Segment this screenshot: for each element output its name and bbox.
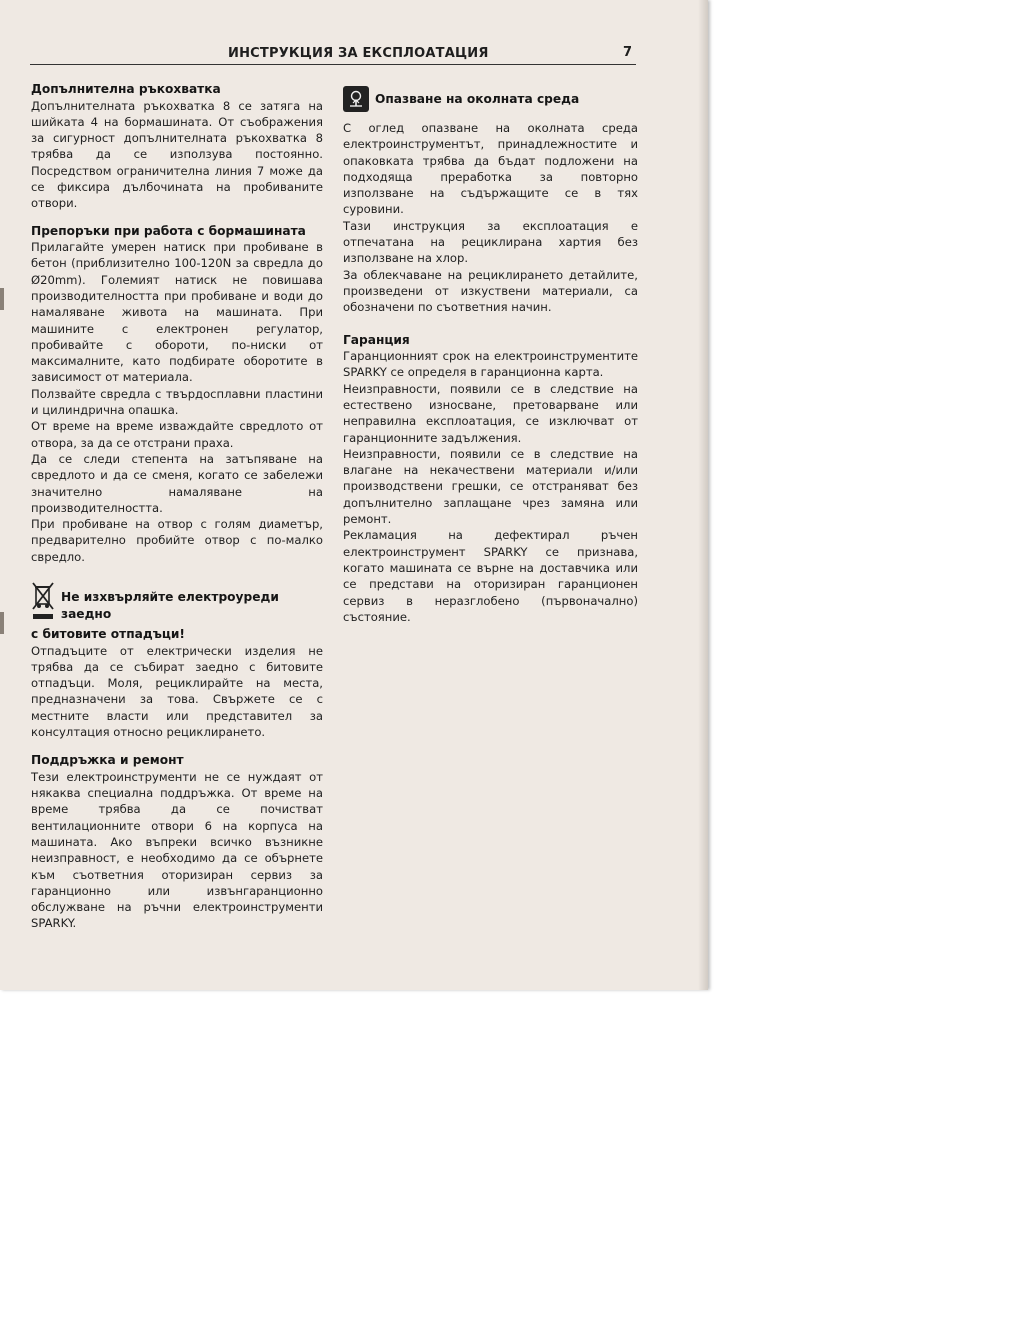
paragraph: С оглед опазване на околната среда електроинструментът, принадлежностите и опаковката трябва да бъдат подложени на подходяща преработка за повторно използване на съдържащите се в тях суровини. — [343, 121, 638, 217]
paragraph: Рекламация на дефектирал ръчен електроинструмент SPARKY се признава, когато машината се върне на доставчика или се представи на оторизиран гаранционен сервиз в неразглобено (първоначално) състояние. — [343, 528, 638, 624]
section-additional-handle — [31, 81, 323, 212]
section-warranty — [343, 332, 638, 626]
section-environment — [343, 86, 638, 316]
paragraph: От време на време изваждайте свредлото от отвора, за да се отстрани праха. — [31, 419, 323, 450]
section-disposal — [31, 583, 323, 740]
section-text: Допълнителната ръкохватка 8 се затяга на шийката 4 на бормашината. От съображения за сигурност допълнителната ръкохватка 8 трябва да се използува постоянно. Посредством ограничителна линия 7 може да се фиксира дълбочината на пробиваните отвори. — [31, 98, 323, 211]
crossed-out-bin-icon — [31, 581, 55, 621]
section-maintenance — [31, 752, 323, 931]
page-header — [30, 44, 636, 65]
section-heading: Препоръки при работа с бормашината — [31, 223, 306, 238]
paragraph: Тази инструкция за експлоатация е отпечатана на рециклирана хартия без използване на хлор. — [343, 218, 638, 266]
paragraph: Гаранционният срок на електроинструментите SPARKY се определя в гаранционна карта. — [343, 349, 638, 380]
right-column — [343, 86, 638, 636]
section-heading-continued: с битовите отпадъци! — [31, 627, 185, 642]
scan-punch-mark — [0, 288, 4, 310]
section-heading: Допълнителна ръкохватка — [31, 82, 221, 96]
environment-heading-row — [343, 86, 638, 112]
paragraph: Да се следи степента на затъпяване на свредлото и да се сменя, когато се забележи значително намаляване на производителността. — [31, 451, 323, 515]
paragraph: Неизправности, появили се в следствие на влагане на некачествени материали и/или производствени грешки, се отстраняват без допълнително заплащане чрез замяна или ремонт. — [343, 446, 638, 527]
page-number: 7 — [622, 45, 632, 60]
section-heading: Поддръжка и ремонт — [31, 753, 184, 768]
page-edge-shadow — [698, 0, 708, 990]
section-heading: Опазване на околната среда — [375, 91, 580, 106]
left-column — [31, 81, 323, 943]
paragraph: При пробиване на отвор с голям диаметър, предварително пробийте отвор с по-малко свредло. — [31, 517, 323, 564]
section-text: Отпадъците от електрически изделия не трябва да се събират заедно с битовите отпадъци. Моля, рециклирайте на места, предназначени за това. Свържете се с местните власти или представител за консултация относно рециклирането. — [31, 643, 323, 739]
paragraph: Ползвайте свредла с твърдосплавни пластини и цилиндрична опашка. — [31, 386, 323, 418]
disposal-heading-row — [31, 583, 323, 622]
header-title: ИНСТРУКЦИЯ ЗА ЕКСПЛОАТАЦИЯ — [228, 46, 489, 61]
section-heading: Не изхвърляйте електроуреди заедно — [61, 590, 279, 621]
section-heading: Гаранция — [343, 332, 410, 347]
paragraph: Неизправности, появили се в следствие на естествено износване, претоварване или неправилна експлоатация, се изключват от гаранционните задължения. — [343, 381, 638, 445]
section-text: Тези електроинструменти не се нуждаят от някаква специална поддръжка. От време на време трябва да се почистват вентилационните отвори 6 на корпуса на машината. Ако въпреки всичко възникне неизправност, е необходимо да се обърнете към съответния оторизиран сервиз за гаранционно или извънгаранционно обслужване на ръчни електроинструменти SPARKY. — [31, 769, 323, 931]
recycle-tree-icon — [343, 86, 369, 112]
paragraph: Прилагайте умерен натиск при пробиване в бетон (приблизително 100-120N за свредла до Ø20mm). Големият натиск не повишава производителността при пробиване и води до намаляване живота на машината. При машините с електронен регулатор, пробивайте с обороти, по-ниски от максималните, като подбирате оборотите в зависимост от материала. — [31, 240, 323, 385]
scan-punch-mark — [0, 612, 4, 634]
paragraph: За облекчаване на рециклирането детайлите, произведени от изкуствени материали, са обозначени по съответния начин. — [343, 267, 638, 315]
section-drilling-tips — [31, 223, 323, 565]
